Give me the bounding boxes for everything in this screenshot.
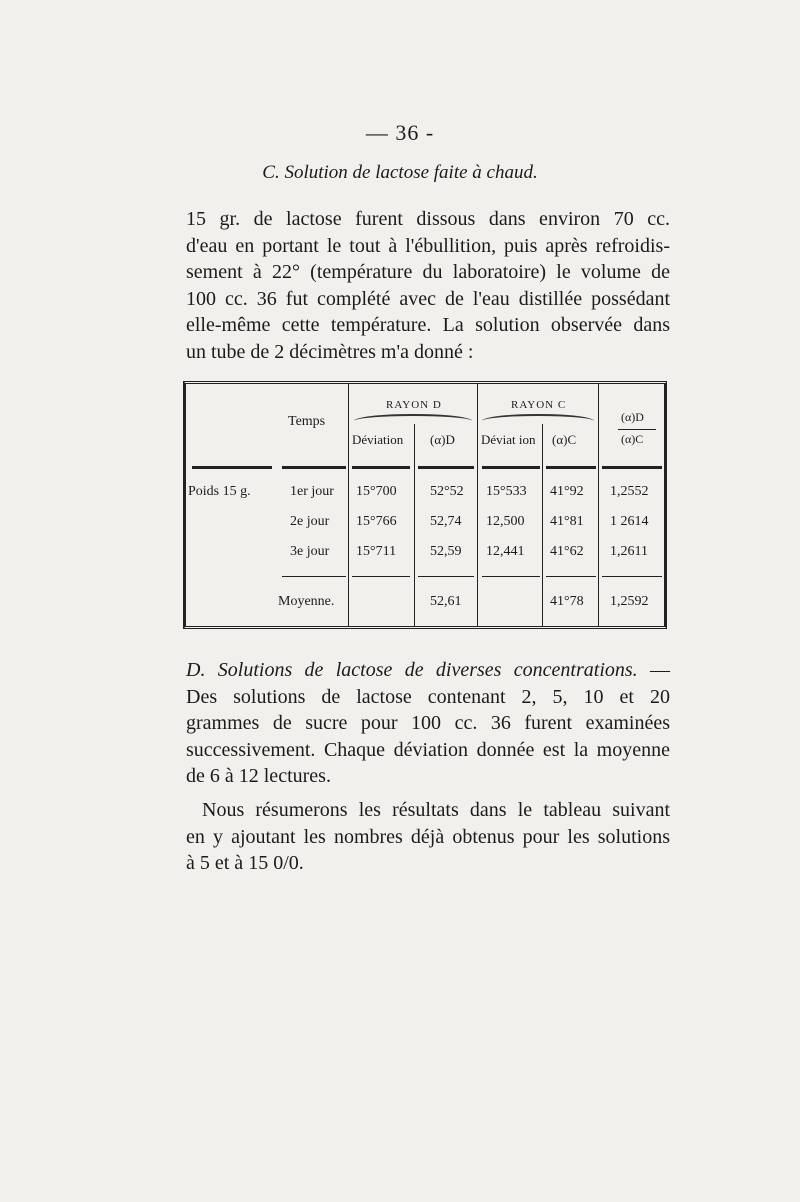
text-line — [186, 657, 670, 684]
column-divider — [598, 384, 599, 626]
fraction-bar — [618, 429, 656, 430]
sum-rule — [418, 576, 474, 577]
text-line: sement à 22° (température du laboratoire) le volume de — [186, 261, 670, 283]
sum-rule — [602, 576, 662, 577]
text-line: de 6 à 12 lectures. — [186, 765, 331, 787]
header-rule — [282, 466, 346, 469]
cell-deviation-d: 15°766 — [356, 514, 397, 529]
header-ratio-top: (α)D — [621, 410, 644, 424]
moyenne-label: Moyenne. — [278, 594, 335, 609]
cell-alpha-d: 52,74 — [430, 514, 462, 529]
sum-rule — [546, 576, 596, 577]
sum-rule — [282, 576, 346, 577]
header-rule — [418, 466, 474, 469]
header-rule — [192, 466, 272, 469]
header-deviation-c: Déviat ion — [481, 432, 536, 447]
cell-deviation-d: 15°700 — [356, 484, 397, 499]
header-rule — [482, 466, 540, 469]
cell-ratio: 1,2552 — [610, 484, 649, 499]
sum-rule — [482, 576, 540, 577]
section-heading-c: C. Solution de lactose faite à chaud. — [262, 162, 538, 183]
cell-deviation-c: 12,500 — [486, 514, 525, 529]
column-divider — [348, 384, 349, 626]
cell-deviation-c: 15°533 — [486, 484, 527, 499]
header-alpha-c: (α)C — [552, 432, 577, 447]
text-line: un tube de 2 décimètres m'a donné : — [186, 340, 474, 363]
header-ratio-bottom: (α)C — [621, 432, 644, 446]
brace-rayon-d — [354, 414, 472, 428]
header-deviation-d: Déviation — [352, 432, 404, 447]
paragraph-c — [186, 206, 670, 365]
sum-rule — [352, 576, 410, 577]
text-line: elle-même cette température. La solution observée dans — [186, 314, 670, 336]
moyenne-alpha-d: 52,61 — [430, 594, 462, 609]
column-divider — [414, 424, 415, 626]
cell-ratio: 1,2611 — [610, 544, 648, 559]
heading-dash: — — [637, 659, 670, 681]
text-line: à 5 et à 15 0/0. — [186, 852, 304, 874]
text-line: successivement. Chaque déviation donnée est la moyenne — [186, 738, 670, 761]
text-line: en y ajoutant les nombres déjà obtenus pour les solutions — [186, 825, 670, 848]
column-divider — [542, 424, 543, 626]
cell-alpha-c: 41°62 — [550, 544, 584, 559]
cell-alpha-d: 52°52 — [430, 484, 464, 499]
header-alpha-d: (α)D — [430, 432, 455, 447]
text-line: 100 cc. 36 fut complété avec de l'eau distillée possédant — [186, 287, 670, 310]
row-label: Poids 15 g. — [188, 484, 251, 499]
paragraph-d — [186, 657, 670, 790]
cell-deviation-c: 12,441 — [486, 544, 525, 559]
cell-temps: 2e jour — [290, 514, 330, 529]
text-line: Des solutions de lactose contenant 2, 5, 10 et 20 — [186, 685, 670, 708]
paragraph-e — [186, 797, 670, 877]
header-rayon-c: RAYON C — [511, 399, 567, 411]
cell-alpha-c: 41°92 — [550, 484, 584, 499]
cell-deviation-d: 15°711 — [356, 544, 397, 559]
header-temps: Temps — [288, 414, 326, 429]
text-line: 15 gr. de lactose furent dissous dans environ 70 cc. — [186, 208, 670, 230]
header-rayon-d: RAYON D — [386, 399, 442, 411]
cell-ratio: 1 2614 — [610, 514, 649, 529]
column-divider — [477, 384, 478, 626]
moyenne-alpha-c: 41°78 — [550, 594, 584, 609]
header-rule — [602, 466, 662, 469]
section-heading-d: D. Solutions de lactose de diverses concentrations. — [186, 659, 638, 681]
results-table — [183, 381, 667, 629]
cell-temps: 1er jour — [290, 484, 334, 499]
cell-alpha-c: 41°81 — [550, 514, 584, 529]
text-line: Nous résumerons les résultats dans le tableau suivant — [202, 799, 670, 821]
header-rule — [352, 466, 410, 469]
cell-alpha-d: 52,59 — [430, 544, 462, 559]
cell-temps: 3e jour — [290, 544, 330, 559]
text-line: grammes de sucre pour 100 cc. 36 furent examinées — [186, 712, 670, 734]
brace-rayon-c — [482, 414, 594, 428]
text-line: d'eau en portant le tout à l'ébullition, puis après refroidis- — [186, 234, 670, 257]
header-rule — [546, 466, 596, 469]
page-number: — 36 - — [365, 120, 435, 145]
moyenne-ratio: 1,2592 — [610, 594, 649, 609]
